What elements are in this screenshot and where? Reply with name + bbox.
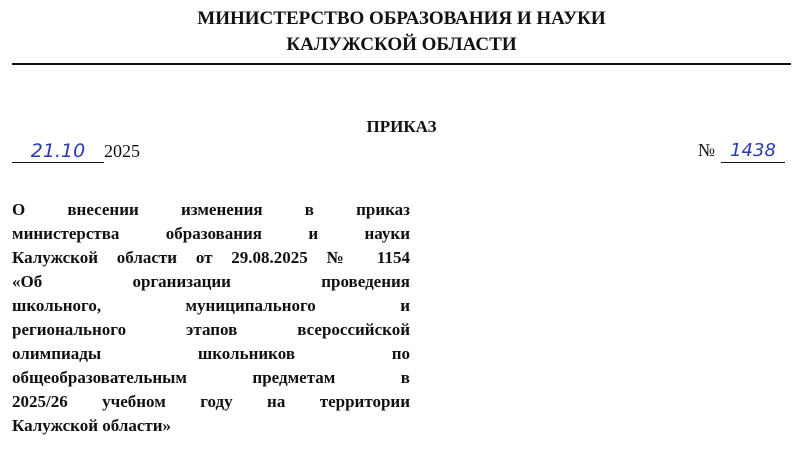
subject-line: Калужской области от 29.08.2025 № 1154	[12, 248, 410, 267]
subject-line: министерства образования и науки	[12, 224, 410, 243]
subject-line: школьного, муниципального и	[12, 296, 410, 315]
subject-line: «Об организации проведения	[12, 272, 410, 291]
order-subject	[12, 198, 410, 438]
subject-line: 2025/26 учебном году на территории	[12, 392, 410, 411]
document-type: ПРИКАЗ	[366, 117, 437, 136]
order-date	[12, 140, 140, 163]
date-handwritten: 21.10	[12, 140, 104, 163]
subject-line: Калужской области»	[12, 416, 172, 435]
subject-line: общеобразовательным предметам в	[12, 368, 410, 387]
order-number	[698, 140, 785, 163]
number-handwritten: 1438	[721, 140, 785, 163]
ministry-header	[0, 6, 803, 58]
subject-line: О внесении изменения в приказ	[12, 200, 410, 219]
number-sign: №	[697, 140, 715, 160]
date-year: 2025	[104, 141, 140, 161]
subject-line: регионального этапов всероссийской	[12, 320, 410, 339]
region-name: КАЛУЖСКОЙ ОБЛАСТИ	[286, 34, 517, 55]
header-divider	[12, 63, 791, 65]
subject-line: олимпиады школьников по	[12, 344, 410, 363]
ministry-name: МИНИСТЕРСТВО ОБРАЗОВАНИЯ И НАУКИ	[197, 8, 606, 29]
